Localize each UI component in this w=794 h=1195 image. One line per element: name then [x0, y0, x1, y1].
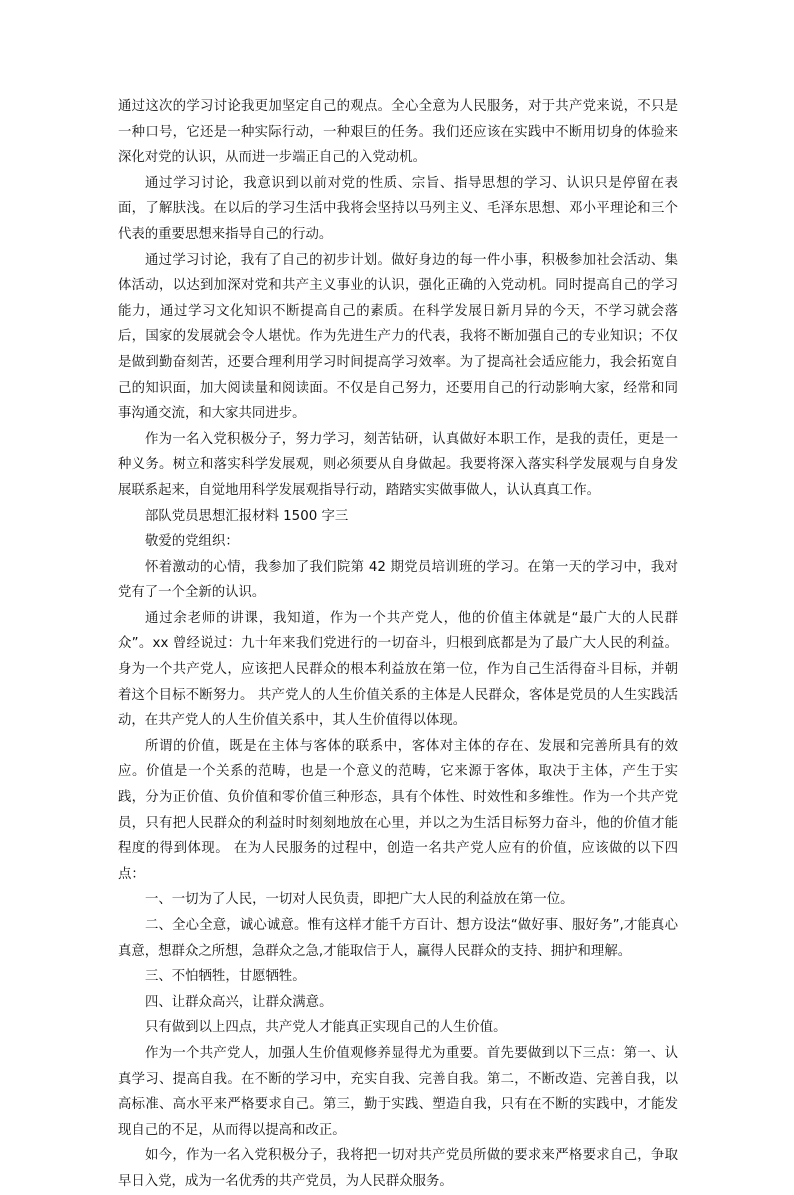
paragraph-1: 通过这次的学习讨论我更加坚定自己的观点。全心全意为人民服务，对于共产党来说，不只是一种口号，它还是一种实际行动，一种艰巨的任务。我们还应该在实践中不断用切身的体验来深化对党的认识，从而进一步端正自己的入党动机。	[118, 99, 678, 166]
paragraph-7: 所谓的价值，既是在主体与客体的联系中，客体对主体的存在、发展和完善所具有的效应。价值是一个关系的范畴，也是一个意义的范畴，它来源于客体，取决于主体，产生于实践，分为正价值、负价值和零价值三种形态，具有个体性、时效性和多维性。作为一个共产党员，只有把人民群众的利益时时刻刻地放在心里，并以之为生活目标努力奋斗，他的价值才能程度的得到体现。 在为人民服务的过程中，创造一名共产党人应有的价值，应该做的以下四点：	[118, 738, 678, 882]
paragraph-5: 怀着激动的心情，我参加了我们院第 42 期党员培训班的学习。在第一天的学习中，我对党有了一个全新的认识。	[118, 559, 678, 601]
paragraph-10: 如今，作为一名入党积极分子，我将把一切对共产党员所做的要求来严格要求自己，争取早日入党，成为一名优秀的共产党员，为人民群众服务。	[118, 1148, 678, 1189]
section-heading: 部队党员思想汇报材料 1500 字三	[145, 508, 349, 524]
salutation: 敬爱的党组织：	[145, 534, 239, 550]
paragraph-8: 只有做到以上四点，共产党人才能真正实现自己的人生价值。	[145, 1020, 507, 1036]
list-item-2: 二、全心全意，诚心诚意。惟有这样才能千方百计、想方设法“做好事、服好务”,才能真心真意，想群众之所想，急群众之急,才能取信于人，赢得人民群众的支持、拥护和理解。	[118, 918, 678, 959]
paragraph-3: 通过学习讨论，我有了自己的初步计划。做好身边的每一件小事，积极参加社会活动、集体活动，以达到加深对党和共产主义事业的认识，强化正确的入党动机。同时提高自己的学习能力，通过学习文化知识不断提高自己的素质。在科学发展日新月异的今天，不学习就会落后，国家的发展就会令人堪忧。作为先进生产力的代表，我将不断加强自己的专业知识；不仅是做到勤奋刻苦，还要合理利用学习时间提高学习效率。为了提高社会适应能力，我会拓宽自己的知识面，加大阅读量和阅读面。不仅是自己努力，还要用自己的行动影响大家，经常和同事沟通交流，和大家共同进步。	[118, 252, 678, 422]
list-item-1: 一、一切为了人民，一切对人民负责，即把广大人民的利益放在第一位。	[145, 892, 574, 908]
document-page	[118, 94, 678, 1195]
list-item-3: 三、不怕牺牲，甘愿牺牲。	[145, 969, 306, 985]
paragraph-9: 作为一个共产党人，加强人生价值观修养显得尤为重要。首先要做到以下三点：第一、认真学习、提高自我。在不断的学习中，充实自我、完善自我。第二，不断改造、完善自我，以高标准、高水平来严格要求自己。第三，勤于实践、塑造自我，只有在不断的实践中，才能发现自己的不足，从而得以提高和改正。	[118, 1045, 678, 1138]
paragraph-6: 通过余老师的讲课，我知道，作为一个共产党人，他的价值主体就是“最广大的人民群众”。xx 曾经说过：九十年来我们党进行的一切奋斗，归根到底都是为了最广大人民的利益。身为一个共产党人，应该把人民群众的根本利益放在第一位，作为自己生活得奋斗目标，并朝着这个目标不断努力。 共产党人的人生价值关系的主体是人民群众，客体是党员的人生实践活动，在共产党人的人生价值关系中，其人生价值得以体现。	[118, 610, 678, 729]
list-item-4: 四、让群众高兴，让群众满意。	[145, 994, 333, 1010]
paragraph-2: 通过学习讨论，我意识到以前对党的性质、宗旨、指导思想的学习、认识只是停留在表面，了解肤浅。在以后的学习生活中我将会坚持以马列主义、毛泽东思想、邓小平理论和三个代表的重要思想来指导自己的行动。	[118, 175, 678, 242]
paragraph-4: 作为一名入党积极分子，努力学习，刻苦钻研，认真做好本职工作，是我的责任，更是一种义务。树立和落实科学发展观，则必须要从自身做起。我要将深入落实科学发展观与自身发展联系起来，自觉地用科学发展观指导行动，踏踏实实做事做人，认认真真工作。	[118, 431, 678, 498]
